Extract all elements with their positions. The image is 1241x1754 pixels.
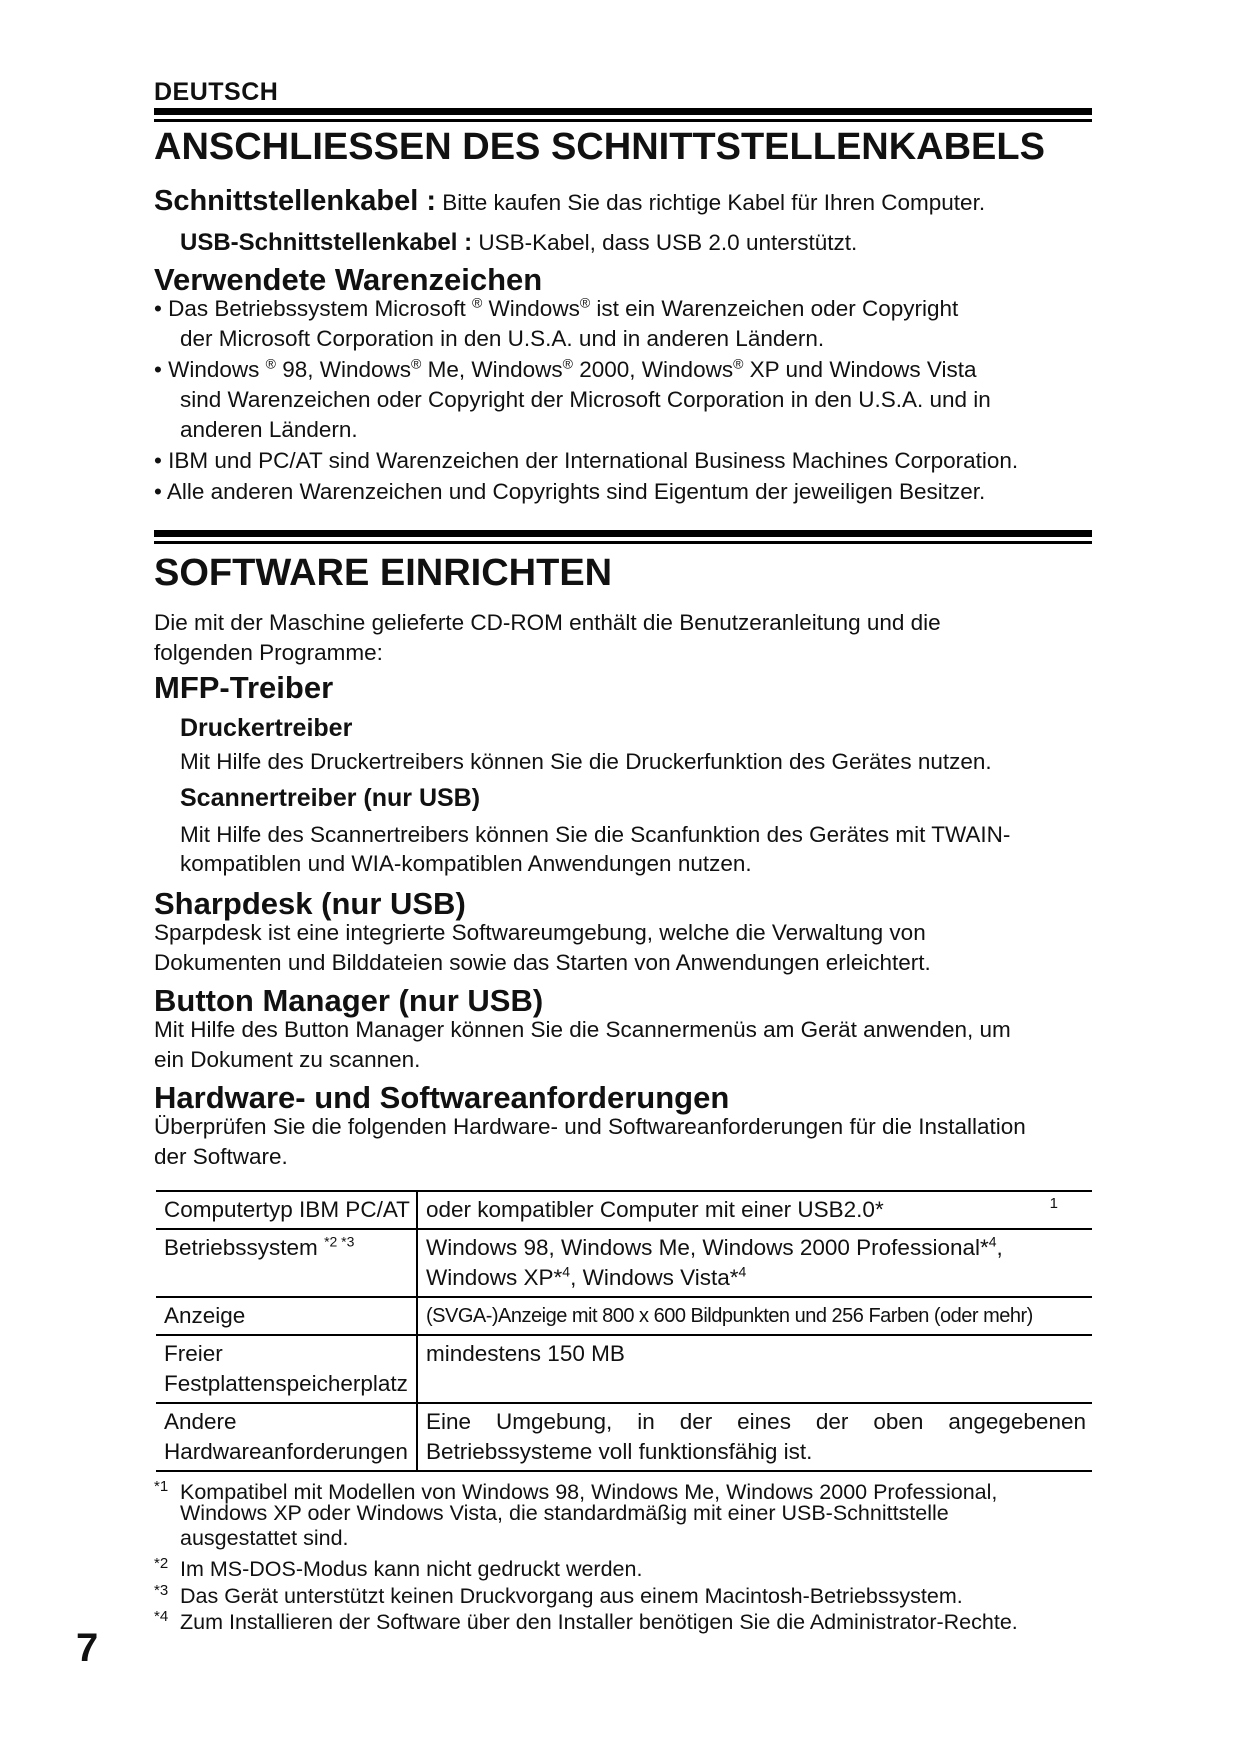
table-row: [156, 1403, 1092, 1471]
footnote-2: $^{*2}$ Im MS-DOS-Modus kann nicht gedruckt werden.: [154, 1555, 643, 1582]
table-cell-label: Freier Festplattenspeicherplatz: [156, 1335, 417, 1403]
table-cell-label: Andere Hardwareanforderungen: [156, 1403, 417, 1471]
button-manager-text-2: ein Dokument zu scannen.: [154, 1047, 421, 1072]
table-cell-value: Windows 98, Windows Me, Windows 2000 Professional*$^4$, Windows XP*$^4$, Windows Vista*$^4$: [417, 1229, 1092, 1297]
language-label: DEUTSCH: [154, 78, 279, 106]
scanner-driver-text-1: Mit Hilfe des Scannertreibers können Sie die Scanfunktion des Gerätes mit TWAIN-: [180, 822, 1011, 847]
footnote-1-cont2: ausgestattet sind.: [180, 1526, 349, 1550]
section1-title: ANSCHLIESSEN DES SCHNITTSTELLENKABELS: [154, 126, 1045, 168]
section-rule: [154, 530, 1092, 544]
table-cell-label: Betriebssystem $^{*2 *3}$: [156, 1229, 417, 1297]
mfp-driver-title: MFP-Treiber: [154, 670, 334, 705]
table-cell-value: oder kompatibler Computer mit einer USB2.0* 1: [417, 1191, 1092, 1229]
button-manager-title: Button Manager (nur USB): [154, 983, 544, 1018]
footnote-1: $^{*1}$ Kompatibel mit Modellen von Windows 98, Windows Me, Windows 2000 Professional,: [154, 1478, 998, 1505]
trademark-item-3: • IBM und PC/AT sind Warenzeichen der International Business Machines Corporation.: [154, 448, 1019, 473]
trademark-item-2-cont: sind Warenzeichen oder Copyright der Microsoft Corporation in den U.S.A. und in: [180, 387, 991, 412]
trademark-item-2: • Windows ® 98, Windows® Me, Windows® 2000, Windows® XP und Windows Vista: [154, 355, 977, 382]
table-cell-value: mindestens 150 MB: [417, 1335, 1092, 1403]
table-row: [156, 1191, 1092, 1229]
section2-title: SOFTWARE EINRICHTEN: [154, 552, 613, 594]
sharpdesk-text-1: Sparpdesk ist eine integrierte Softwareumgebung, welche die Verwaltung von: [154, 920, 926, 945]
footnote-4: $^{*4}$ Zum Installieren der Software über den Installer benötigen Sie die Administrator-Rechte.: [154, 1608, 1018, 1635]
interface-cable-text: Bitte kaufen Sie das richtige Kabel für Ihren Computer.: [436, 190, 986, 215]
footnote-3: $^{*3}$ Das Gerät unterstützt keinen Druckvorgang aus einem Macintosh-Betriebssystem.: [154, 1582, 963, 1609]
scanner-driver-title: Scannertreiber (nur USB): [180, 784, 481, 812]
table-row: [156, 1335, 1092, 1403]
table-row: [156, 1297, 1092, 1335]
software-intro-2: folgenden Programme:: [154, 640, 383, 665]
usb-cable-line: [180, 228, 857, 258]
table-cell-value: (SVGA-)Anzeige mit 800 x 600 Bildpunkten und 256 Farben (oder mehr): [417, 1297, 1092, 1335]
table-row: [156, 1229, 1092, 1297]
table-cell-label: Computertyp IBM PC/AT: [156, 1191, 417, 1229]
section-rule: [154, 108, 1092, 122]
trademarks-title: Verwendete Warenzeichen: [154, 262, 543, 297]
usb-cable-text: USB-Kabel, dass USB 2.0 unterstützt.: [472, 230, 858, 255]
table-cell-value: Eine Umgebung, in der eines der oben angegebenen Betriebssysteme voll funktionsfähig ist.: [417, 1403, 1092, 1471]
table-cell-label: Anzeige: [156, 1297, 417, 1335]
printer-driver-text: Mit Hilfe des Druckertreibers können Sie die Druckerfunktion des Gerätes nutzen.: [180, 749, 992, 774]
requirements-text-1: Überprüfen Sie die folgenden Hardware- und Softwareanforderungen für die Installation: [154, 1114, 1026, 1139]
requirements-text-2: der Software.: [154, 1144, 288, 1169]
requirements-table: [156, 1190, 1092, 1472]
trademark-item-4: • Alle anderen Warenzeichen und Copyrights sind Eigentum der jeweiligen Besitzer.: [154, 479, 986, 504]
interface-cable-line: [154, 186, 985, 218]
sharpdesk-text-2: Dokumenten und Bilddateien sowie das Starten von Anwendungen erleichtert.: [154, 950, 931, 975]
trademark-item-1: • Das Betriebssystem Microsoft ® Windows® ist ein Warenzeichen oder Copyright: [154, 294, 959, 321]
page-number: 7: [76, 1626, 99, 1670]
interface-cable-label: Schnittstellenkabel :: [154, 185, 437, 217]
printer-driver-title: Druckertreiber: [180, 714, 353, 742]
button-manager-text-1: Mit Hilfe des Button Manager können Sie die Scannermenüs am Gerät anwenden, um: [154, 1017, 1011, 1042]
scanner-driver-text-2: kompatiblen und WIA-kompatiblen Anwendungen nutzen.: [180, 851, 752, 876]
usb-cable-label: USB-Schnittstellenkabel :: [180, 229, 473, 256]
trademark-item-1-cont: der Microsoft Corporation in den U.S.A. und in anderen Ländern.: [180, 326, 825, 351]
requirements-title: Hardware- und Softwareanforderungen: [154, 1080, 730, 1115]
sharpdesk-title: Sharpdesk (nur USB): [154, 886, 466, 921]
software-intro-1: Die mit der Maschine gelieferte CD-ROM enthält die Benutzeranleitung und die: [154, 610, 941, 635]
footnote-1-cont: Windows XP oder Windows Vista, die standardmäßig mit einer USB-Schnittstelle: [180, 1501, 949, 1525]
trademark-item-2-cont2: anderen Ländern.: [180, 417, 358, 442]
